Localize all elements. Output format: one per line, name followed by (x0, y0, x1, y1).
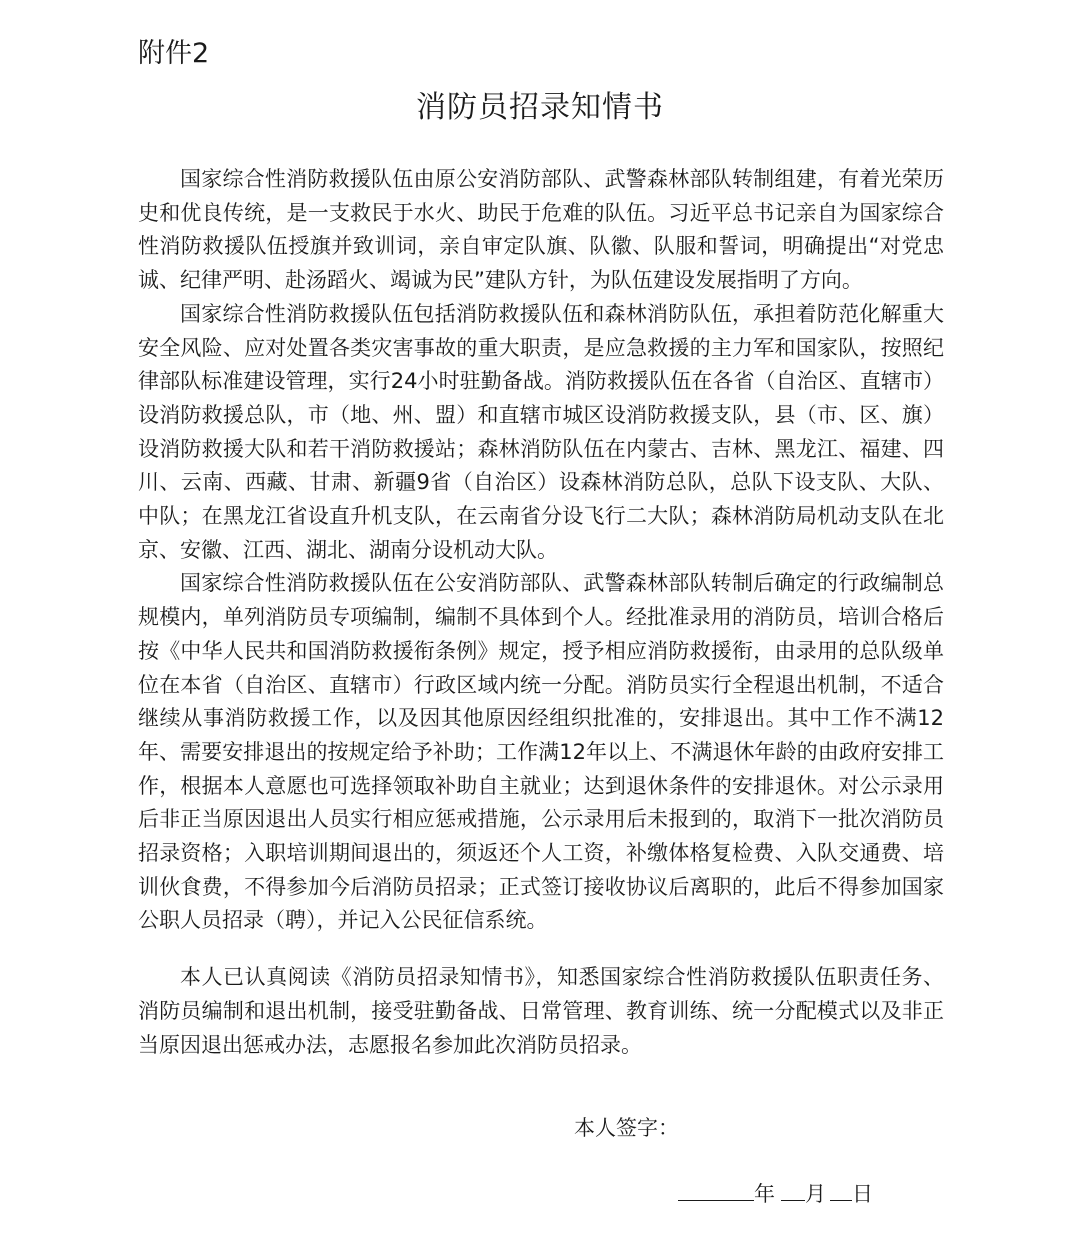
document-body (138, 163, 944, 1062)
month-blank (781, 1178, 805, 1201)
declaration-paragraph: 本人已认真阅读《消防员招录知情书》，知悉国家综合性消防救援队伍职责任务、消防员编制和退出机制，接受驻勤备战、日常管理、教育训练、统一分配模式以及非正当原因退出惩戒办法，志愿报名参加此次消防员招录。 (138, 965, 944, 1057)
paragraph-structure: 国家综合性消防救援队伍包括消防救援队伍和森林消防队伍，承担着防范化解重大安全风险、应对处置各类灾害事故的重大职责，是应急救援的主力军和国家队，按照纪律部队标准建设管理，实行24小时驻勤备战。消防救援队伍在各省（自治区、直辖市）设消防救援总队，市（地、州、盟）和直辖市城区设消防救援支队，县（市、区、旗）设消防救援大队和若干消防救援站；森林消防队伍在内蒙古、吉林、黑龙江、福建、四川、云南、西藏、甘肃、新疆9省（自治区）设森林消防总队，总队下设支队、大队、中队；在黑龙江省设直升机支队，在云南省分设飞行二大队；森林消防局机动支队在北京、安徽、江西、湖北、湖南分设机动大队。 (138, 301, 944, 562)
paragraph-mission: 国家综合性消防救援队伍由原公安消防部队、武警森林部队转制组建，有着光荣历史和优良传统，是一支救民于水火、助民于危难的队伍。习近平总书记亲自为国家综合性消防救援队伍授旗并致训词，亲自审定队旗、队徽、队服和誓词，明确提出“对党忠诚、纪律严明、赴汤蹈火、竭诚为民”建队方针，为队伍建设发展指明了方向。 (138, 167, 944, 293)
attachment-label: 附件2 (138, 38, 210, 69)
paragraph-staffing-exit: 国家综合性消防救援队伍在公安消防部队、武警森林部队转制后确定的行政编制总规模内，单列消防员专项编制，编制不具体到个人。经批准录用的消防员，培训合格后按《中华人民共和国消防救援衔条例》规定，授予相应消防救援衔，由录用的总队级单位在本省（自治区、直辖市）行政区域内统一分配。消防员实行全程退出机制，不适合继续从事消防救援工作，以及因其他原因经组织批准的，安排退出。其中工作不满12年、需要安排退出的按规定给予补助；工作满12年以上、不满退休年龄的由政府安排工作，根据本人意愿也可选择领取补助自主就业；达到退休条件的安排退休。对公示录用后非正当原因退出人员实行相应惩戒措施，公示录用后未报到的，取消下一批次消防员招录资格；入职培训期间退出的，须返还个人工资，补缴体格复检费、入队交通费、培训伙食费，不得参加今后消防员招录；正式签订接收协议后离职的，此后不得参加国家公职人员招录（聘），并记入公民征信系统。 (138, 571, 944, 933)
year-char: 年 (754, 1182, 775, 1206)
year-blank (678, 1178, 754, 1201)
day-char: 日 (852, 1182, 873, 1206)
signature-label: 本人签字： (574, 1116, 679, 1140)
day-blank (830, 1178, 852, 1201)
document-title: 消防员招录知情书 (416, 90, 664, 125)
date-line (678, 1178, 873, 1210)
month-char: 月 (805, 1182, 826, 1206)
